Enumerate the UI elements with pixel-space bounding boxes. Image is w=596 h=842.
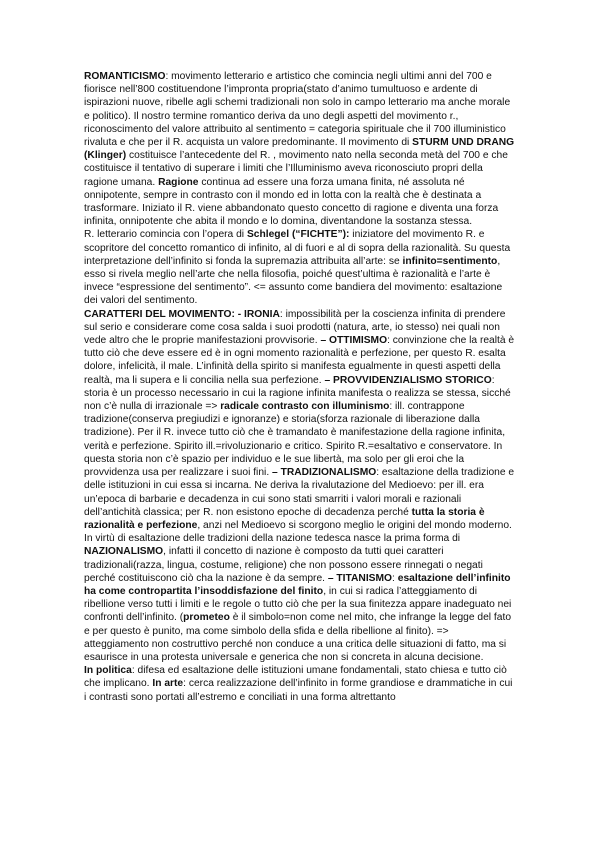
text-run: : impossibilità per la coscienza infinita di prendere sul serio e considerare come cosa salda i suoi prodotti (natura, arte, io stesso) nei quali non vede altro che le proprie manifestazioni provvisorie. (84, 308, 506, 347)
text-run: : convinzione che la realtà è tutto ciò che deve essere ed è in ogni momento razionalità e perfezione, per questo R. esalta dolore, infelicità, il male. L’infinità della spirito si manifesta egualmente in questi aspetti della realtà, ma li supera e li concilia nella sua perfezione. (84, 335, 515, 386)
paragraph-romanticismo (84, 70, 516, 228)
text-run: costituisce l’antecedente del R. , movimento nato nella seconda metà del 700 e che costituisce il tentativo di superare i limiti che l’Illuminismo aveva riconosciuto propri della ragione umana. (84, 150, 508, 188)
term-sturm-und-drang: STURM UND DRANG (Klinger) (84, 137, 515, 162)
term-tradizionalismo: – TRADIZIONALISMO (272, 467, 377, 479)
term-ottimismo: – OTTIMISMO (320, 335, 388, 347)
text-run: iniziatore del movimento R. e scopritore del concetto romantico di infinito, al di fuori e al di sopra della razionalità. Su questa interpretazione dell’infinito si fonda la supremazia attribuita all’arte: se (84, 229, 511, 267)
paragraph-politica-arte (84, 664, 516, 704)
paragraph-schlegel (84, 228, 516, 307)
text-run: : (392, 572, 398, 584)
text-run: continua ad essere una forza umana finita, né assoluta né onnipotente, sempre in contrasto con il mondo ed in lotta con la realtà che è destinata a trasformare. Iniziato il R. viene abbandonato questo concetto di ragione e diventa una forza infinita, onnipotente che abita il mondo e lo domina, diventandone la sostanza stessa. (84, 176, 499, 228)
term-prometeo: prometeo (183, 612, 230, 624)
text-run: , infatti il concetto di nazione è composto da tutti quei caratteri tradizionali(razza, lingua, costume, religione) che non possono essere rinnegati o negati perché costituiscono ciò cha la nazione è da sempre. (84, 546, 483, 584)
term-nazionalismo: NAZIONALISMO (84, 546, 164, 558)
term-in-arte: In arte (152, 678, 184, 690)
text-run: : ill. contrappone tradizione(conserva pregiudizi e ignoranze) e storia(sforza razionale di liberazione dalla tradizione). Per il R. invece tutto ciò che è tramandato è manifestazione della ragione infinita, verità e perfezione. Spirito ill.=rivoluzionario e critico. Spirito R.=esaltativo e conservatore. In questa storia non c’è spazio per individuo e le sue libertà, ma solo per gli eroi che la provvidenza usa per realizzare i suoi fini. (84, 401, 506, 479)
term-provvidenzialismo: – PROVVIDENZIALISMO STORICO (324, 374, 492, 386)
text-run: R. letterario comincia con l’opera di (84, 229, 247, 241)
text-run: : storia è un processo necessario in cui la ragione infinita manifesta o realizza se stessa, sicché non c’è nulla di irrazionale => (84, 374, 511, 413)
term-tutta-la-storia: tutta la storia è razionalità e perfezione (84, 506, 485, 531)
term-titanismo: – TITANISMO (327, 572, 393, 584)
term-romanticismo: ROMANTICISMO (84, 71, 166, 82)
document-page (84, 70, 516, 704)
text-run: è il simbolo=non come nel mito, che infrange la legge del fato e per questo è punito, ma come simbolo della sfida e della ribellione al finito). => atteggiamento non costruttivo perché non conduce a una critica delle situazioni di fatto, ma si esaurisce in una protesta universale e generica che non si concreta in alcuna decisione. (84, 612, 512, 663)
term-esaltazione-infinito: esaltazione dell’infinito ha come contropartita l’insoddisfazione del finito (84, 572, 511, 597)
paragraph-caratteri (84, 308, 516, 664)
text-run: : cerca realizzazione dell’infinito in forme grandiose e drammatiche in cui i contrasti sono portati all’estremo e conciliati in una forma altrettanto (84, 678, 513, 703)
term-in-politica: In politica (84, 665, 132, 677)
text-run: : difesa ed esaltazione delle istituzioni umane fondamentali, stato chiesa e tutto ciò che implicano. (84, 665, 507, 690)
text-run: : esaltazione della tradizione e delle istituzioni in cui essa si incarna. Ne deriva la rivalutazione del Medioevo: per ill. era un’epoca di barbarie e decadenza in cui sono stati smarriti i valori morali e razionali dell’antichità classica; per R. non esistono epoche di decadenza perché (84, 467, 515, 518)
term-infinito-sentimento: infinito=sentimento (402, 255, 498, 267)
term-caratteri-ironia: CARATTERI DEL MOVIMENTO: - IRONIA (84, 308, 280, 320)
term-radicale-contrasto: radicale contrasto con illuminismo (220, 401, 390, 413)
term-schlegel: Schlegel (“FICHTE”): (246, 229, 350, 241)
term-ragione: Ragione (158, 176, 199, 188)
text-run: : movimento letterario e artistico che comincia negli ultimi anni del 700 e fiorisce nell’800 costituendone l’impronta propria(stato d’animo tumultuoso e ardente di ispirazioni nuove, ribelle agli schemi tradizionali non solo in campo letterario ma anche morale e politico). Il nostro termine romantico deriva da uno degli aspetti del movimento r., riconoscimento del valore attribuito al sentimento = categoria spirituale che il 700 illuministico rivaluta e che per il R. acquista un valore predominante. Il movimento di (84, 71, 511, 149)
text-run: , esso si rivela meglio nell’arte che nella filosofia, poiché quest’ultima è razionalità e l’arte è invece “espressione del sentimento”. <= assunto come bandiera del movimento: esaltazione dei valori del sentimento. (84, 255, 503, 307)
text-run: , anzi nel Medioevo si scorgono meglio le origini del mondo moderno. In virtù di esaltazione delle tradizioni della nazione tedesca nasce la prima forma di (84, 519, 512, 545)
text-run: , in cui si radica l’atteggiamento di ribellione verso tutti i limiti e le regole o tutto ciò che per la sua finitezza appare inadeguato nei confronti dell’infinito. ( (84, 585, 512, 624)
